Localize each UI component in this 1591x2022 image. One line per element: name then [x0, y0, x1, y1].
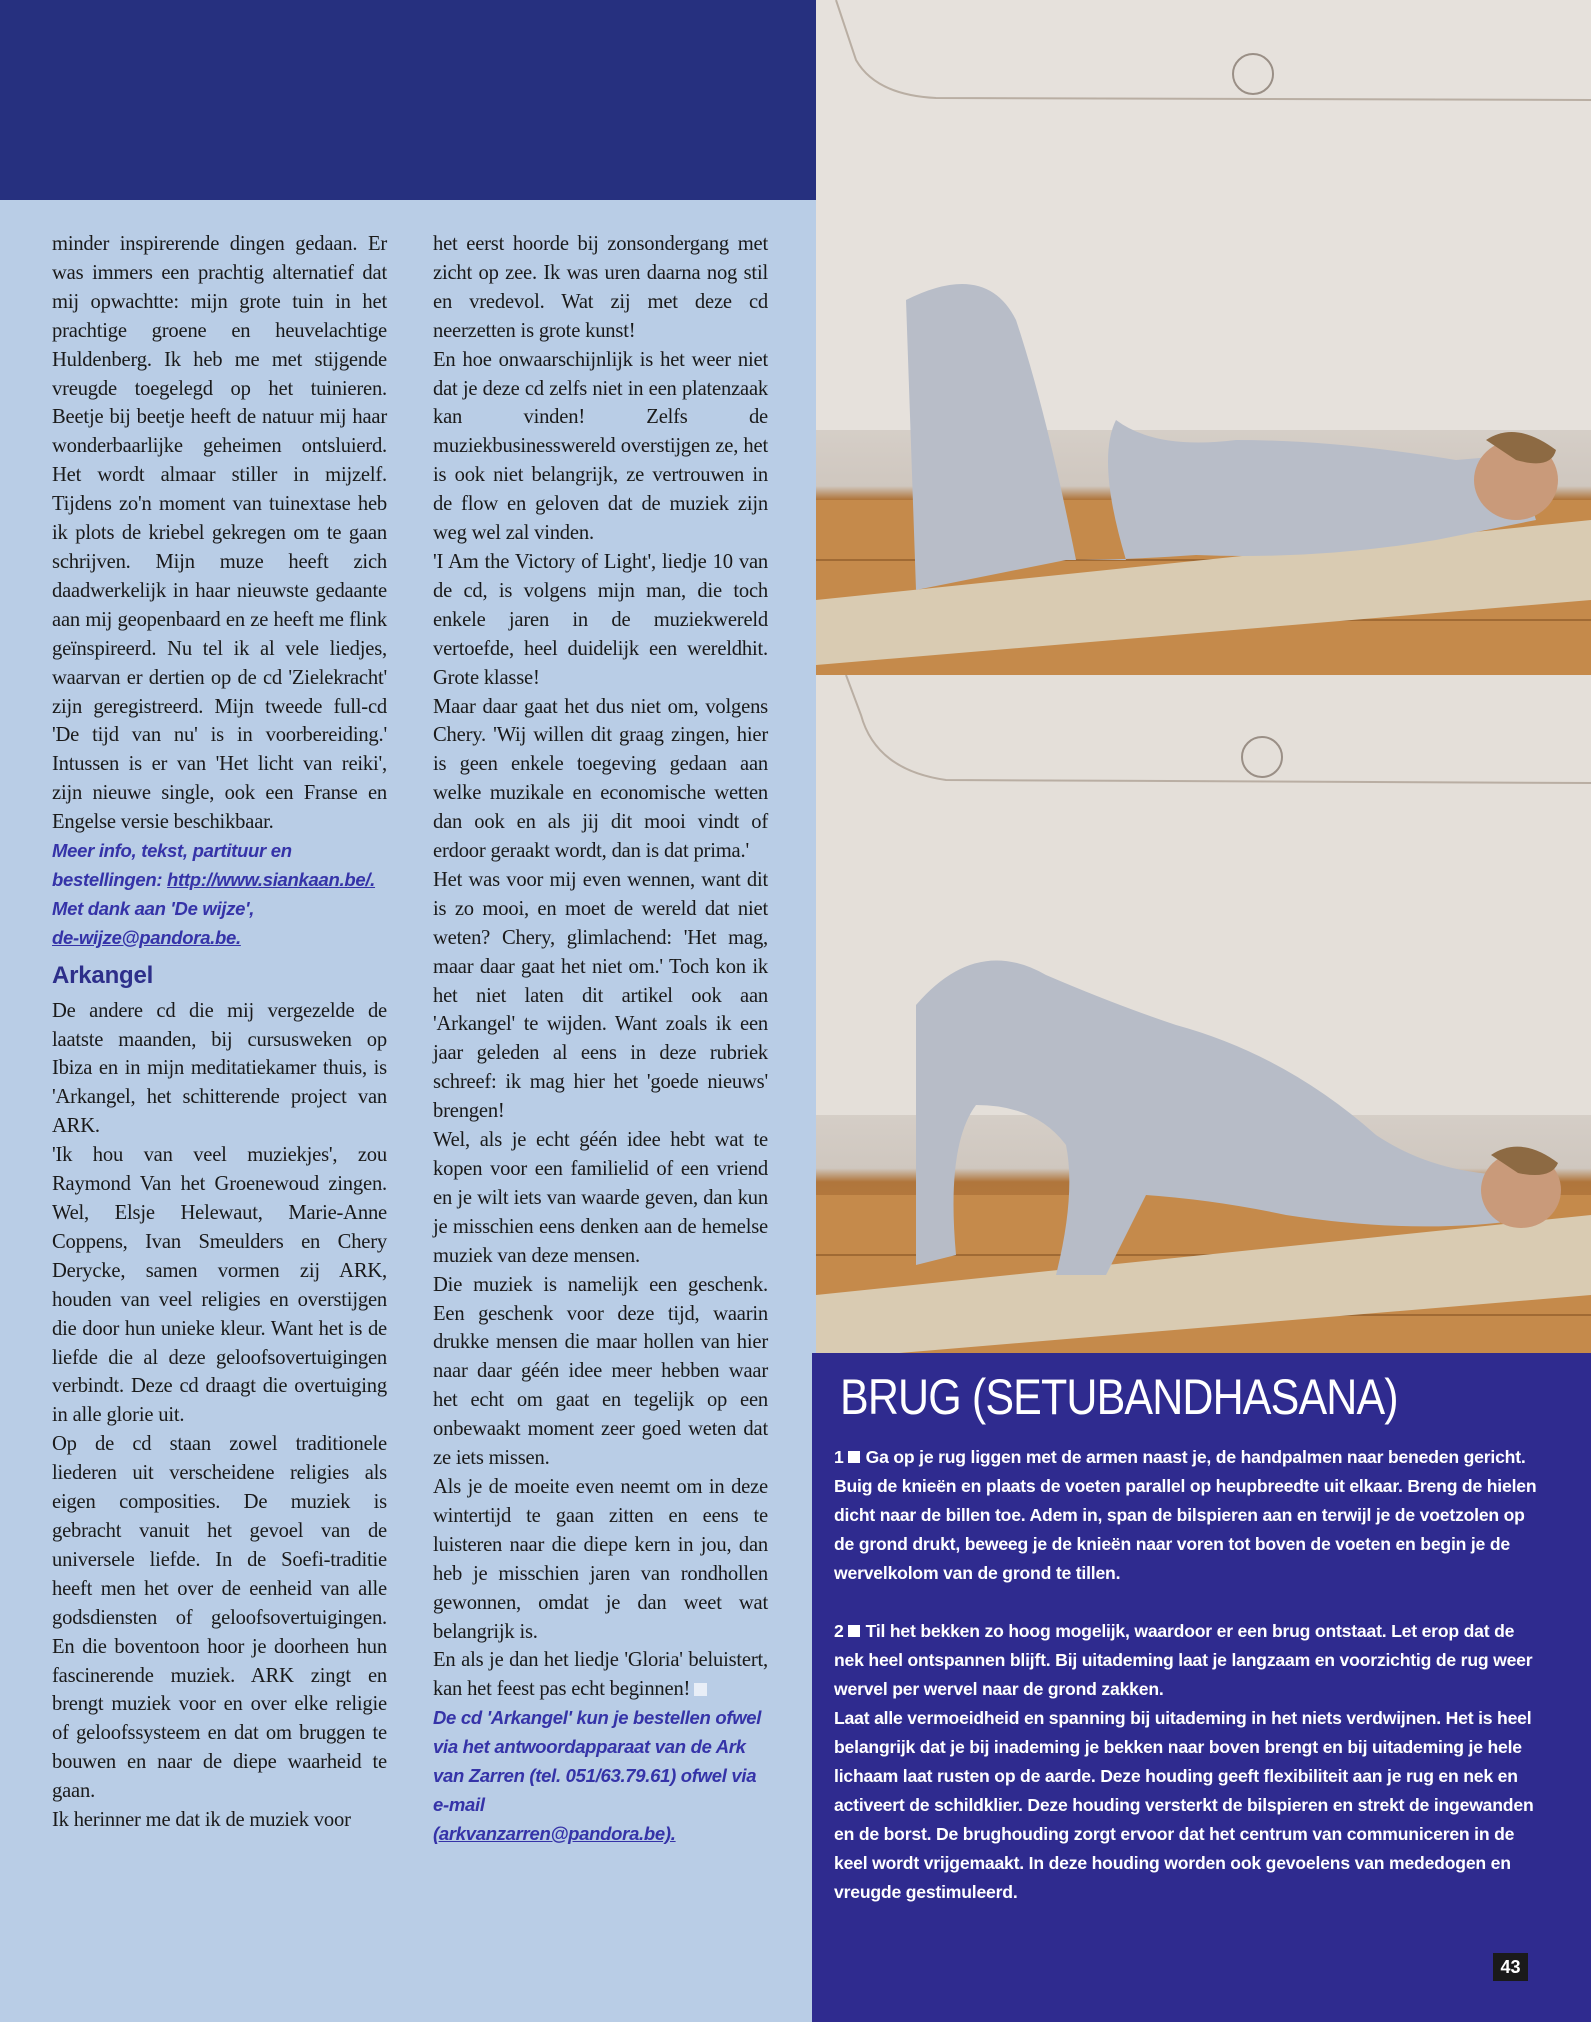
article-paragraph: Als je de moeite even neemt om in deze wintertijd te gaan zitten en eens te luisteren naar die diepe kern in jou, dan heb je misschien jaren van rondhollen gewonnen, omdat je dan weet wat belangrijk is.	[433, 1475, 768, 1643]
article-paragraph: Het was voor mij even wennen, want dit is zo mooi, en moet de wereld dat niet weten? Chery, glimlachend: 'Het mag, maar daar gaat het niet om.' Toch kon ik het niet laten dit artikel ook aan 'Arkangel' te wijden. Want zoals ik een jaar geleden al eens in deze rubriek schreef: ik mag hier het 'goede nieuws' brengen!	[433, 868, 768, 1123]
email-link[interactable]: de-wijze@pandora.be.	[52, 926, 241, 948]
step-number: 1	[834, 1447, 844, 1467]
article-paragraph: Maar daar gaat het dus niet om, volgens Chery. 'Wij willen dit graag zingen, hier is geen enkele toegeving gedaan aan welke muzikale en economische wetten dan ook en als jij dit mooi vindt of erdoor geraakt wordt, dan is dat prima.'	[433, 695, 768, 863]
article-paragraph: het eerst hoorde bij zonsondergang met zicht op zee. Ik was uren daarna nog stil en vredevol. Wat zij met deze cd neerzetten is grote kunst!	[433, 233, 768, 342]
article-column-2	[433, 230, 768, 1849]
pose-instruction-box	[812, 1353, 1591, 2022]
article-column-1	[52, 230, 387, 1835]
article-paragraph: Die muziek is namelijk een geschenk. Een geschenk voor deze tijd, waarin drukke mensen die maar hollen van hier naar daar géén idee meer hebben waar het echt om gaat en tegelijk op een onbewaakt moment zeer goed weten dat ze iets missen.	[433, 1273, 768, 1470]
step-number: 2	[834, 1621, 844, 1641]
article-paragraph: Wel, als je echt géén idee hebt wat te kopen voor een familielid of een vriend en je wilt iets van waarde geven, dan kun je misschien eens denken aan de hemelse muziek van deze mensen.	[433, 1129, 768, 1267]
order-email-link[interactable]: (arkvanzarren@pandora.be).	[433, 1822, 676, 1844]
pose-title: BRUG (SETUBANDHASANA)	[840, 1369, 1398, 1425]
article-paragraph-end	[433, 1646, 768, 1704]
credit-text: Meer info, tekst, partituur en bestellingen:	[52, 840, 292, 890]
article-paragraph: Op de cd staan zowel traditionele liederen uit verscheidene religies als eigen composities. De muziek is gebracht vanuit het gevoel van de universele liefde. In de Soefi-traditie heeft men het over de eenheid van alle godsdiensten of geloofsovertuigingen. En die boventoon hoor je doorheen hun fascinerende muziek. ARK zingt en brengt muziek voor en over elke religie of geloofssysteem en dat om bruggen te bouwen en naar de diepe waarheid te gaan.	[52, 1433, 387, 1803]
spacer	[834, 1588, 1539, 1617]
pose-step-2	[834, 1617, 1539, 1704]
page-number: 43	[1493, 1953, 1528, 1981]
article-paragraph: En hoe onwaarschijnlijk is het weer niet dat je deze cd zelfs niet in een platenzaak kan vinden! Zelfs de muziekbusinesswereld overstijgen ze, het is ook niet belangrijk, ze vertrouwen in de flow en geloven dat de muziek zijn weg wel zal vinden.	[433, 348, 768, 545]
article-paragraph: 'Ik hou van veel muziekjes', zou Raymond Van het Groenewoud zingen. Wel, Elsje Helewaut, Marie-Anne Coppens, Ivan Smeulders en Chery Derycke, samen vormen zij ARK, houden van veel religies en overstijgen die door hun unieke kleur. Want het is de liefde die al deze geloofsovertuigingen verbindt. Deze cd draagt die overtuiging in alle glorie uit.	[52, 1144, 387, 1427]
article-paragraph-last: En als je dan het liedje 'Gloria' beluistert, kan het feest pas echt beginnen!	[433, 1649, 768, 1701]
section-heading: Arkangel	[52, 961, 154, 989]
pose-step-2-benefits: Laat alle vermoeidheid en spanning bij uitademing in het niets verdwijnen. Het is heel belangrijk dat je bij inademing je bekken naar boven brengt en bij uitademing je hele lichaam laat rusten op de aarde. Deze houding geeft flexibiliteit aan je rug en nek en activeert de schildklier. Deze houding versterkt de bilspieren en strekt de ingewanden en de borst. De brughouding zorgt ervoor dat het centrum van communiceren in de keel wordt vrijgemaakt. In deze houding worden ook gevoelens van mededogen en vreugde gestimuleerd.	[834, 1708, 1534, 1902]
square-bullet-icon	[848, 1625, 860, 1637]
yoga-photo-bridge-position	[816, 675, 1591, 1360]
website-link[interactable]: http://www.siankaan.be/.	[167, 868, 376, 890]
order-credit	[433, 1704, 768, 1849]
header-color-band	[0, 0, 816, 200]
credit-thanks: Met dank aan 'De wijze',	[52, 897, 255, 919]
order-credit-text: De cd 'Arkangel' kun je bestellen ofwel via het antwoordapparaat van de Ark van Zarren (tel. 051/63.79.61) ofwel via e-mail	[433, 1707, 762, 1815]
article-paragraph: 'I Am the Victory of Light', liedje 10 van de cd, is volgens mijn man, die toch enkele jaren in de muziekwereld vertoefde, heel duidelijk een wereldhit. Grote klasse!	[433, 550, 768, 689]
end-mark-icon	[694, 1683, 707, 1696]
article-paragraph: minder inspirerende dingen gedaan. Er was immers een prachtig alternatief dat mij opwachtte: mijn grote tuin in het prachtige groene en heuvelachtige Huldenberg. Ik heb me met stijgende vreugde toegelegd op het tuinieren. Beetje bij beetje heeft de natuur mij haar wonderbaarlijke geheimen ontsluierd. Het wordt almaar stiller in mijzelf. Tijdens zo'n moment van tuinextase heb ik plots de kriebel gekregen om te gaan schrijven. Mijn muze heeft zich daadwerkelijk in haar nieuwste gedaante aan mij geopenbaard en ze heeft me flink geïnspireerd. Nu tel ik al vele liedjes, waarvan er dertien op de cd 'Zielekracht' zijn geregistreerd. Mijn tweede full-cd 'De tijd van nu' is in voorbereiding.' Intussen is er van 'Het licht van reiki', zijn nieuwe single, ook een Franse en Engelse versie beschikbaar.	[52, 233, 387, 834]
info-credit	[52, 837, 387, 953]
article-paragraph: Ik herinner me dat ik de muziek voor	[52, 1809, 351, 1832]
step-text: Til het bekken zo hoog mogelijk, waardoor er een brug ontstaat. Let erop dat de nek heel ontspannen blijft. Bij uitademing laat je langzaam en voorzichtig de rug weer wervel per wervel naar de grond zakken.	[834, 1621, 1533, 1699]
square-bullet-icon	[848, 1451, 860, 1463]
pose-instructions	[834, 1443, 1539, 1907]
step-text: Ga op je rug liggen met de armen naast je, de handpalmen naar beneden gericht. Buig de knieën en plaats de voeten parallel op heupbreedte uit elkaar. Breng de hielen dicht naar de billen toe. Adem in, span de bilspieren aan en terwijl je de voetzolen op de grond drukt, beweeg je de knieën naar voren tot boven de voeten en begin je de wervelkolom van de grond te tillen.	[834, 1447, 1537, 1583]
yoga-photo-start-position	[816, 0, 1591, 675]
pose-step-1	[834, 1443, 1539, 1588]
article-paragraph: De andere cd die mij vergezelde de laatste maanden, bij cursusweken op Ibiza en in mijn meditatiekamer thuis, is 'Arkangel, het schitterende project van ARK.	[52, 999, 387, 1138]
